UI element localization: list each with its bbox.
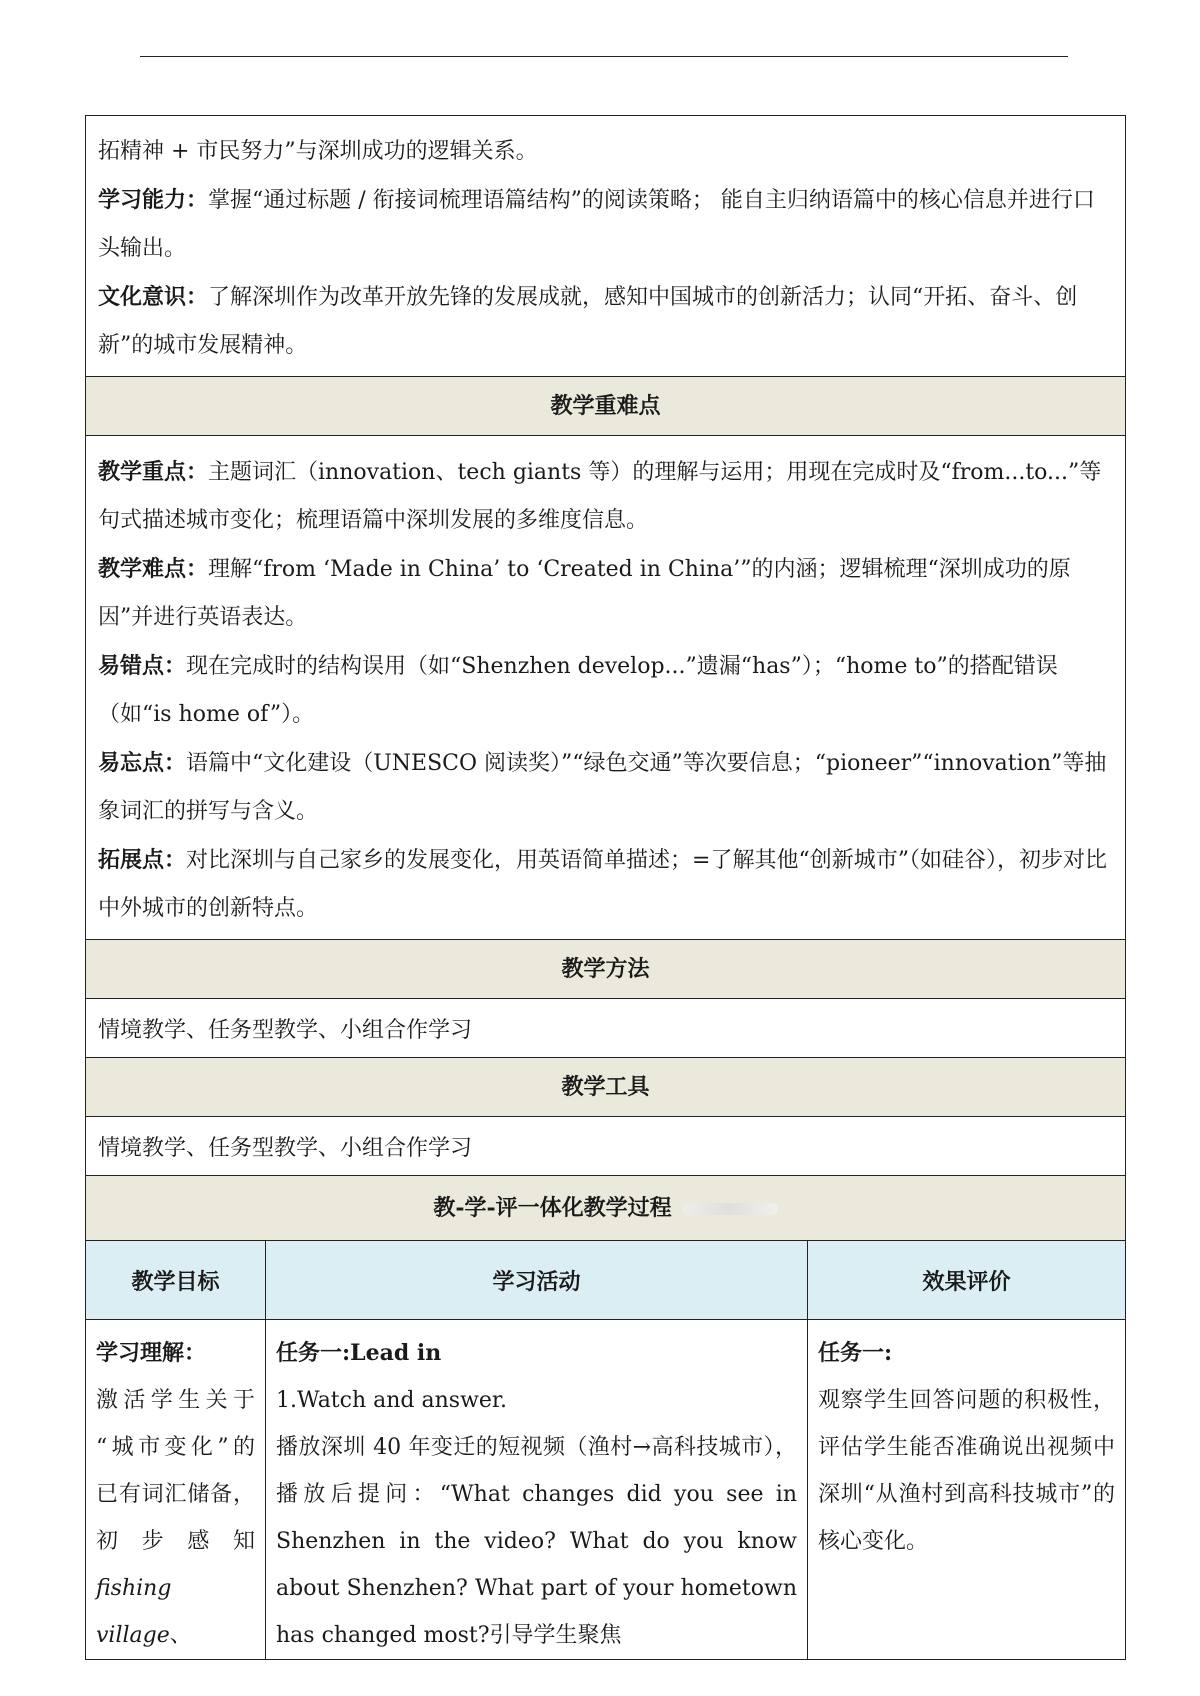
culture-label: 文化意识：	[98, 284, 209, 310]
goal-line: “城市变化”的	[96, 1435, 255, 1460]
page-header-rule	[140, 56, 1068, 57]
task-step: 1.Watch and answer.	[276, 1388, 508, 1413]
lesson-plan-table	[85, 115, 1125, 1660]
task-title: 任务一:Lead in	[276, 1340, 442, 1366]
goal-cell	[86, 1320, 266, 1660]
goal-line: 激活学生关于	[96, 1388, 255, 1413]
key-points-title: 教学重难点	[86, 377, 1126, 436]
process-header-row	[86, 1176, 1126, 1241]
culture-text: 了解深圳作为改革开放先锋的发展成就，感知中国城市的创新活力；认同“开拓、奋斗、创新”的城市发展精神。	[98, 285, 1078, 358]
key-point-text: 主题词汇（innovation、tech giants 等）的理解与运用；用现在完成时及“from...to...”等句式描述城市变化；梳理语篇中深圳发展的多维度信息。	[98, 460, 1102, 533]
column-header-activity: 学习活动	[266, 1241, 808, 1320]
goal-line: 初步感知	[96, 1529, 255, 1554]
methods-header-row	[86, 940, 1126, 999]
goal-italic-term: fishing village	[96, 1576, 172, 1648]
goal-label: 学习理解：	[96, 1340, 207, 1366]
key-point-text: 语篇中“文化建设（UNESCO 阅读奖）”“绿色交通”等次要信息；“pioneer”“innovation”等抽象词汇的拼写与含义。	[98, 751, 1107, 824]
key-point-label: 教学难点：	[98, 556, 209, 582]
objective-line: 拓精神 + 市民努力”与深圳成功的逻辑关系。	[98, 139, 538, 164]
goal-line: 已有词汇储备，	[96, 1482, 255, 1507]
methods-text: 情境教学、任务型教学、小组合作学习	[86, 999, 1126, 1058]
process-column-headers	[86, 1241, 1126, 1320]
objectives-cell	[86, 116, 1126, 377]
evaluation-cell	[808, 1320, 1126, 1660]
goal-line-italic	[96, 1565, 255, 1659]
key-point-text: 对比深圳与自己家乡的发展变化，用英语简单描述；=了解其他“创新城市”（如硅谷），初步对比中外城市的创新特点。	[98, 848, 1107, 921]
key-point-item	[98, 739, 1115, 836]
key-points-header-row	[86, 377, 1126, 436]
key-point-item	[98, 545, 1115, 642]
watermark-smudge	[682, 1203, 778, 1215]
goal-tail: 、	[169, 1623, 192, 1648]
objective-ability	[98, 176, 1115, 273]
key-points-cell	[86, 436, 1126, 940]
eval-title: 任务一:	[818, 1340, 893, 1366]
objectives-row	[86, 116, 1126, 377]
key-point-item	[98, 448, 1115, 545]
task-text: 播放深圳 40 年变迁的短视频（渔村→高科技城市），播放后提问：“What changes did you see in Shenzhen in the video? What do you know about Shenzhen? What part of your hometown has changed most?引导学生聚焦	[276, 1435, 797, 1648]
key-point-text: 现在完成时的结构误用（如“Shenzhen develop...”遗漏“has”）；“home to”的搭配错误（如“is home of”）。	[98, 654, 1058, 727]
methods-title: 教学方法	[86, 940, 1126, 999]
column-header-goal: 教学目标	[86, 1241, 266, 1320]
process-title-cell	[86, 1176, 1126, 1241]
ability-label: 学习能力：	[98, 187, 209, 213]
tools-title: 教学工具	[86, 1058, 1126, 1117]
eval-text: 观察学生回答问题的积极性，评估学生能否准确说出视频中深圳“从渔村到高科技城市”的核心变化。	[818, 1388, 1116, 1554]
key-point-text: 理解“from ‘Made in China’ to ‘Created in China’”的内涵；逻辑梳理“深圳成功的原因”并进行英语表达。	[98, 557, 1071, 630]
tools-text: 情境教学、任务型教学、小组合作学习	[86, 1117, 1126, 1176]
process-row	[86, 1320, 1126, 1660]
key-point-item	[98, 642, 1115, 739]
key-point-label: 易错点：	[98, 653, 187, 679]
key-point-label: 教学重点：	[98, 459, 209, 485]
process-title: 教-学-评一体化教学过程	[433, 1195, 672, 1221]
methods-row	[86, 999, 1126, 1058]
activity-cell	[266, 1320, 808, 1660]
objective-culture	[98, 273, 1115, 370]
column-header-evaluation: 效果评价	[808, 1241, 1126, 1320]
tools-row	[86, 1117, 1126, 1176]
key-point-label: 拓展点：	[98, 847, 187, 873]
tools-header-row	[86, 1058, 1126, 1117]
key-point-label: 易忘点：	[98, 750, 187, 776]
ability-text: 掌握“通过标题 / 衔接词梳理语篇结构”的阅读策略； 能自主归纳语篇中的核心信息并进行口头输出。	[98, 188, 1095, 261]
key-point-item	[98, 836, 1115, 933]
key-points-row	[86, 436, 1126, 940]
